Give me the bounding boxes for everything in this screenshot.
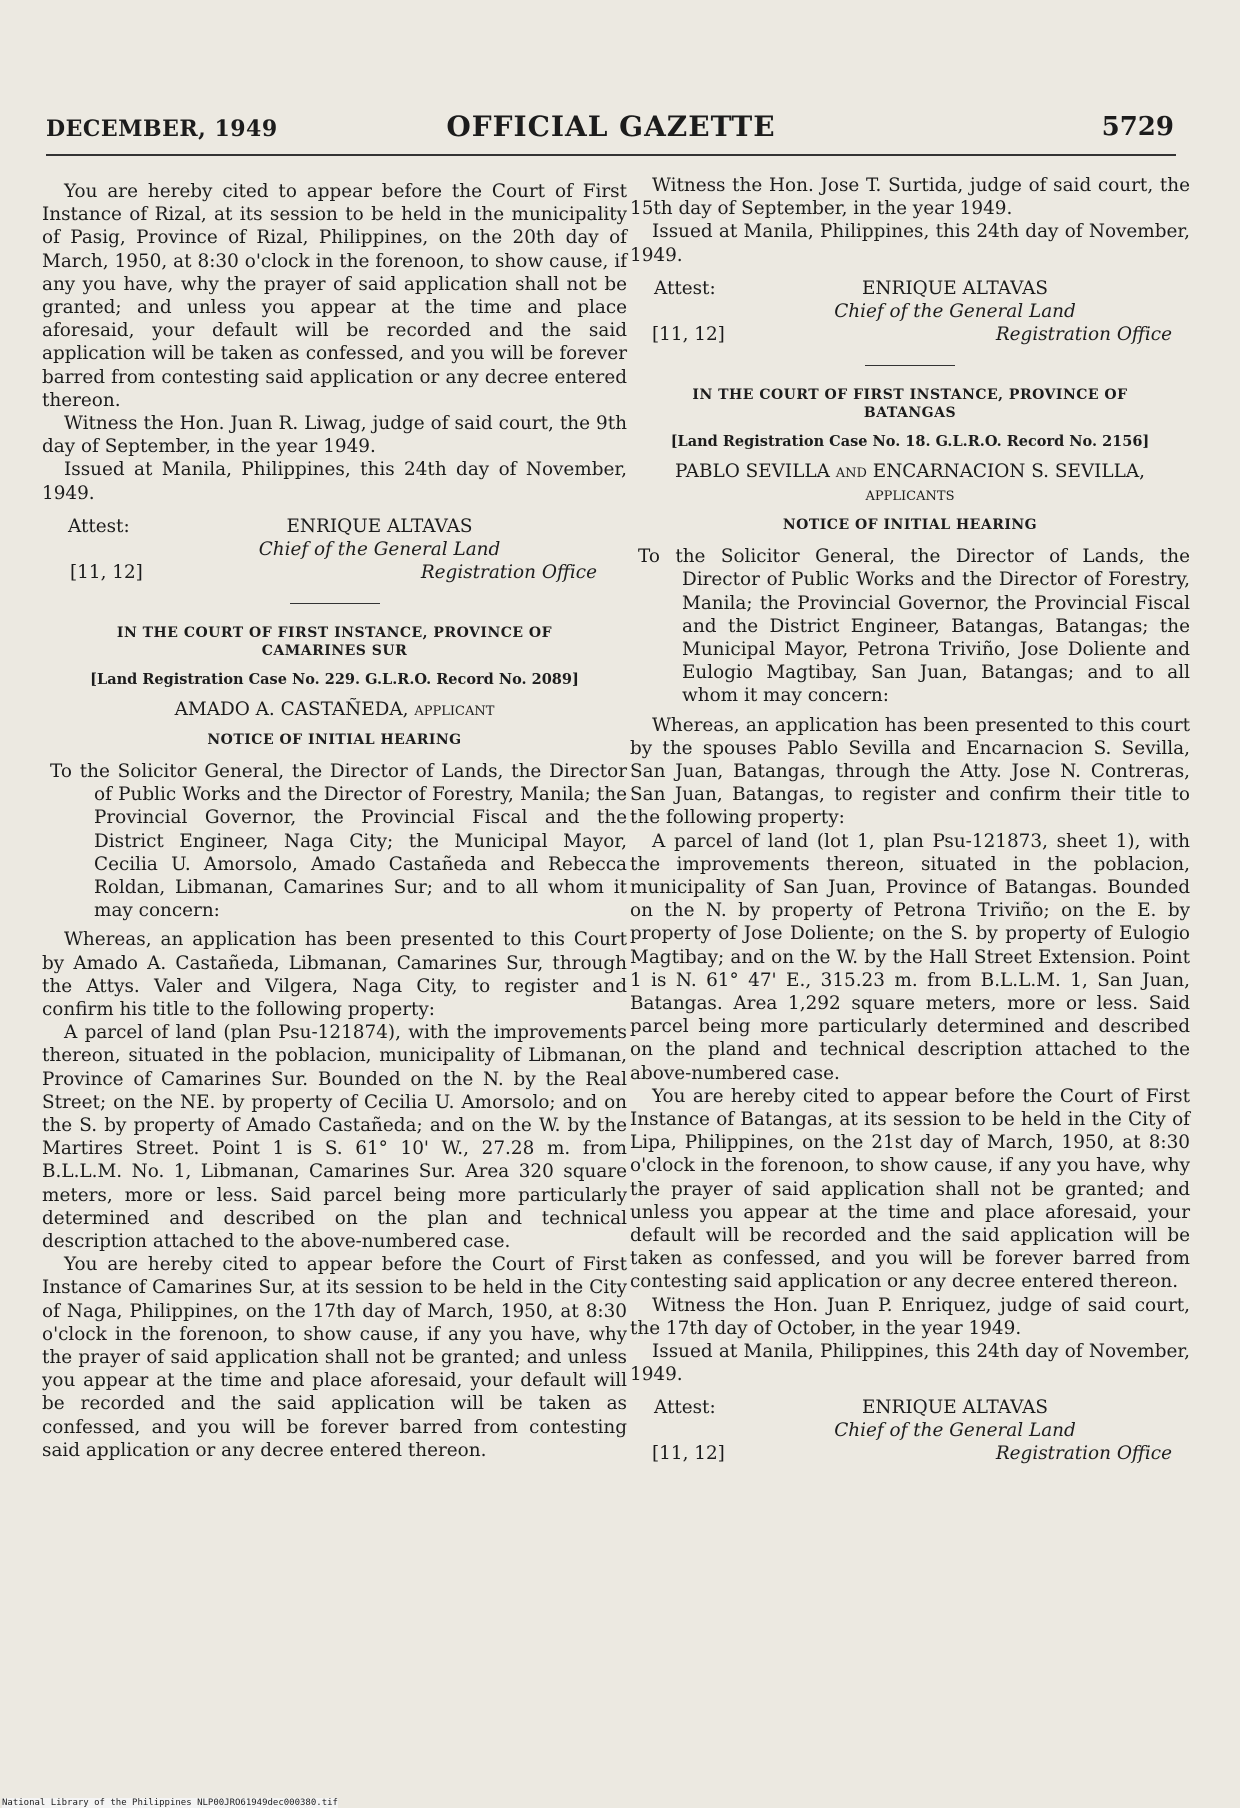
- case-reference: [Land Registration Case No. 18. G.L.R.O. Record No. 2156]: [670, 433, 1150, 451]
- attest-title: Chief of the General Land: [258, 538, 501, 560]
- citation-paragraph: You are hereby cited to appear before the Court of First Instance of Batangas, at its session to be held in the City of Lipa, Philippines, on the 21st day of March, 1950, at 8:30 o'clock in the forenoon, to show cause, if any you have, why the prayer of said application shall not be granted; and unless you appear at the time and place aforesaid, your default will be recorded and the said application will be taken as confessed, and you will be forever barred from contesting said application or any decree entered thereon.: [630, 1085, 1190, 1293]
- addressee-paragraph: To the Solicitor General, the Director of Lands, the Director of Public Works and the Director of Forestry, Manila; the Provincial Governor, the Provincial Fiscal and the District Engineer, Naga City; the Municipal Mayor, Cecilia U. Amorsolo, Amado Castañeda and Rebecca Roldan, Libmanan, Camarines Sur; and to all whom it may concern:: [50, 760, 627, 922]
- attest-office: Registration Office: [420, 561, 597, 583]
- left-witness: Witness the Hon. Juan R. Liwag, judge of said court, the 9th day of September, in the year 1949.: [42, 413, 627, 458]
- applicant-line: PABLO SEVILLA and ENCARNACION S. SEVILLA, applicants: [675, 460, 1145, 505]
- addressee-paragraph: To the Solicitor General, the Director of Lands, the Director of Public Works and the Director of Forestry, Manila; the Provincial Governor, the Provincial Fiscal and the District Engineer, Batangas, Batangas; the Municipal Mayor, Petrona Triviño, Jose Doliente and Eulogio Magtibay, San Juan, Batangas; and to all whom it may concern:: [638, 546, 1190, 707]
- section-divider: [865, 365, 955, 367]
- right-column: [630, 174, 1190, 1465]
- attest-label: Attest:: [654, 1397, 716, 1419]
- notice-heading: NOTICE OF INITIAL HEARING: [782, 516, 1038, 533]
- issue-reference: [11, 12]: [652, 323, 725, 345]
- left-column: [42, 180, 627, 1462]
- header-date: DECEMBER, 1949: [46, 116, 278, 142]
- issue-reference: [11, 12]: [652, 1443, 725, 1465]
- case-reference: [Land Registration Case No. 229. G.L.R.O. Record No. 2089]: [90, 671, 579, 689]
- attest-name: ENRIQUE ALTAVAS: [861, 277, 1048, 299]
- court-heading: IN THE COURT OF FIRST INSTANCE, PROVINCE OF CAMARINES SUR: [116, 625, 553, 660]
- header-rule: [46, 154, 1176, 156]
- scan-watermark: National Library of the Philippines NLP00JRO61949dec000380.tif: [2, 1798, 338, 1808]
- attest-name: ENRIQUE ALTAVAS: [286, 515, 473, 537]
- attest-title: Chief of the General Land: [834, 1420, 1076, 1442]
- attest-label: Attest:: [68, 515, 130, 537]
- attest-office: Registration Office: [995, 323, 1172, 345]
- notice-heading: NOTICE OF INITIAL HEARING: [207, 731, 462, 748]
- right-issued-2: Issued at Manila, Philippines, this 24th day of November, 1949.: [630, 1341, 1190, 1386]
- issue-reference: [11, 12]: [70, 561, 143, 583]
- parcel-description: A parcel of land (plan Psu-121874), with the improvements thereon, situated in the poblacion, municipality of Libmanan, Province of Camarines Sur. Bounded on the N. by the Real Street; on the NE. by property of Cecilia U. Amorsolo; and on the S. by property of Amado Castañeda; and on the W. by the Martires Street. Point 1 is S. 61° 10' W., 27.28 m. from B.L.L.M. No. 1, Libmanan, Camarines Sur. Area 320 square meters, more or less. Said parcel being more particularly determined and described on the plan and technical description attached to the above-numbered case.: [42, 1022, 627, 1253]
- attest-office: Registration Office: [995, 1443, 1172, 1465]
- section-divider: [290, 603, 380, 605]
- whereas-paragraph: Whereas, an application has been presented to this court by the spouses Pablo Sevilla and Encarnacion S. Sevilla, San Juan, Batangas, through the Atty. Jose N. Contreras, San Juan, Batangas, to register and confirm their title to the following property:: [630, 714, 1190, 829]
- right-witness-2: Witness the Hon. Juan P. Enriquez, judge of said court, the 17th day of October, in the year 1949.: [630, 1294, 1190, 1339]
- left-intro-paragraph: You are hereby cited to appear before the Court of First Instance of Rizal, at its session to be held in the municipality of Pasig, Province of Rizal, Philippines, on the 20th day of March, 1950, at 8:30 o'clock in the forenoon, to show cause, if any you have, why the prayer of said application shall not be granted; and unless you appear at the time and place aforesaid, your default will be recorded and the said application will be taken as confessed, and you will be forever barred from contesting said application or any decree entered thereon.: [42, 181, 627, 411]
- left-attest-block: [42, 515, 627, 581]
- attest-title: Chief of the General Land: [834, 300, 1076, 322]
- attest-label: Attest:: [654, 277, 716, 299]
- citation-paragraph: You are hereby cited to appear before the Court of First Instance of Camarines Sur, at its session to be held in the City of Naga, Philippines, on the 17th day of March, 1950, at 8:30 o'clock in the forenoon, to show cause, if any you have, why the prayer of said application shall not be granted; and unless you appear at the time and place aforesaid, your default will be recorded and the said application will be taken as confessed, and you will be forever barred from contesting said application or any decree entered thereon.: [42, 1254, 627, 1461]
- right-witness: Witness the Hon. Jose T. Surtida, judge of said court, the 15th day of September, in the year 1949.: [630, 175, 1190, 220]
- court-heading: IN THE COURT OF FIRST INSTANCE, PROVINCE OF BATANGAS: [692, 387, 1128, 422]
- applicant-line: AMADO A. CASTAÑEDA, applicant: [174, 698, 495, 720]
- right-issued: Issued at Manila, Philippines, this 24th day of November, 1949.: [630, 221, 1190, 266]
- attest-name: ENRIQUE ALTAVAS: [861, 1397, 1048, 1419]
- whereas-paragraph: Whereas, an application has been presented to this Court by Amado A. Castañeda, Libmanan, Camarines Sur, through the Attys. Valer and Vilgera, Naga City, to register and confirm his title to the following property:: [42, 929, 627, 1020]
- left-issued: Issued at Manila, Philippines, this 24th day of November, 1949.: [42, 459, 627, 504]
- page-header: [46, 106, 1176, 150]
- right-attest-block: [630, 277, 1190, 343]
- header-title: OFFICIAL GAZETTE: [446, 110, 776, 143]
- parcel-description: A parcel of land (lot 1, plan Psu-121873, sheet 1), with the improvements thereon, situated in the poblacion, municipality of San Juan, Province of Batangas. Bounded on the N. by property of Petrona Triviño; on the E. by property of Jose Doliente; on the S. by property of Eulogio Magtibay; and on the W. by the Hall Street Extension. Point 1 is N. 61° 47' E., 315.23 m. from B.L.L.M. 1, San Juan, Batangas. Area 1,292 square meters, more or less. Said parcel being more particularly determined and described on the pland and technical description attached to the above-numbered case.: [630, 830, 1190, 1084]
- page-number: 5729: [1101, 112, 1174, 142]
- right-attest-block-2: [630, 1396, 1190, 1465]
